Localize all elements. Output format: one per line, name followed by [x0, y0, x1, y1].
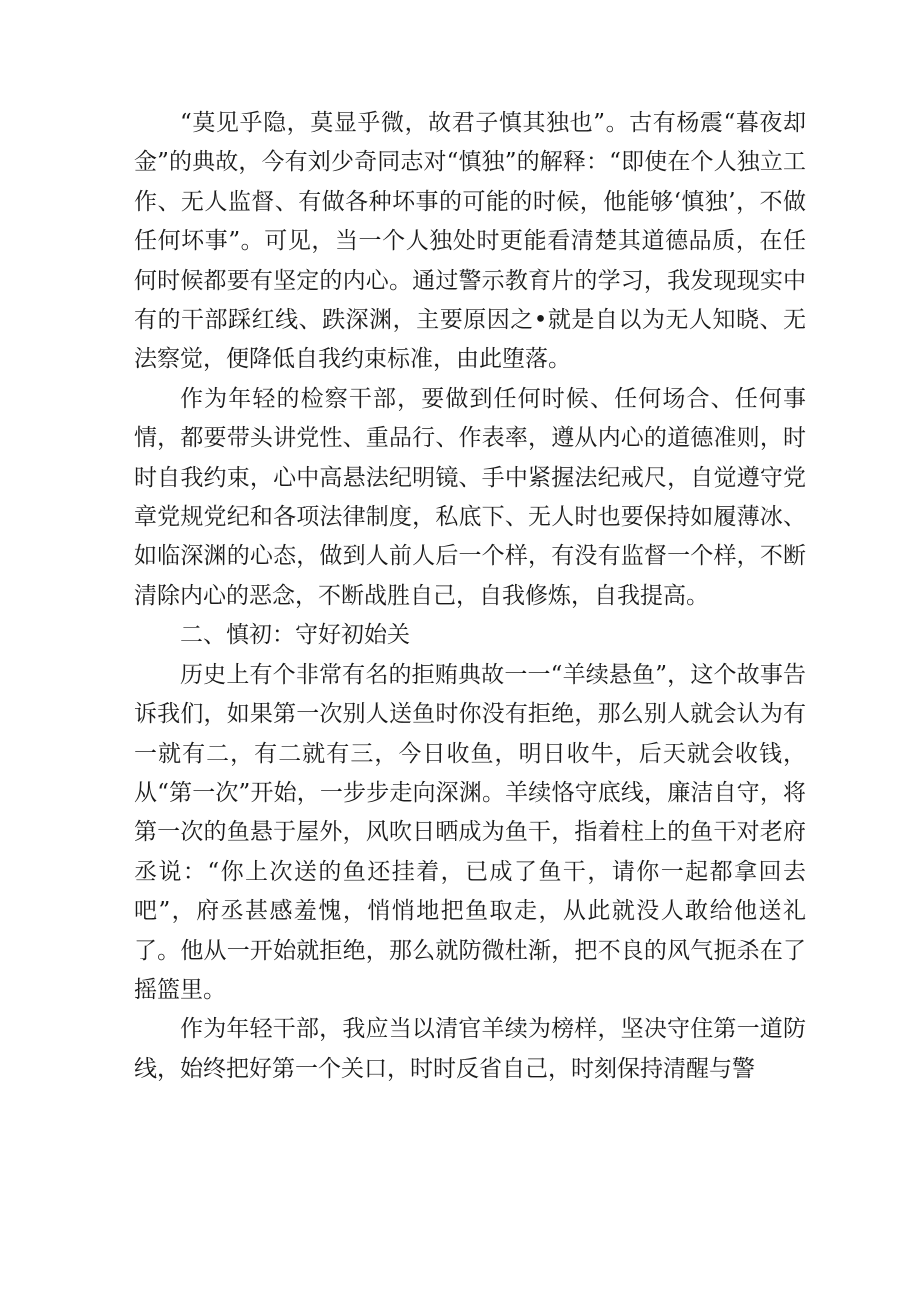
- paragraph-young-cadre: 作为年轻干部，我应当以清官羊续为榜样，坚决守住第一道防线，始终把好第一个关口，时时反省自己，时刻保持清醒与警: [134, 1016, 806, 1082]
- paragraph-yang-xu-fish: 历史上有个非常有名的拒贿典故一一“羊续悬鱼”，这个故事告诉我们，如果第一次别人送鱼时你没有拒绝，那么别人就会认为有一就有二，有二就有三，今日收鱼，明日收牛，后天就会收钱，从“第一次”开始，一步步走向深渊。羊续恪守底线，廉洁自守，将第一次的鱼悬于屋外，风吹日晒成为鱼干，指着柱上的鱼干对老府丞说：“你上次送的鱼还挂着，已成了鱼干，请你一起都拿回去吧”，府丞甚感羞愧，悄悄地把鱼取走，从此就没人敢给他送礼了。他从一开始就拒绝，那么就防微杜渐，把不良的风气扼杀在了摇篮里。: [134, 661, 806, 1003]
- section-heading-shenchu: 二、慎初：守好初始关: [180, 622, 410, 649]
- paragraph-shendu: “莫见乎隐，莫显乎微，故君子慎其独也”。古有杨震“暮夜却金”的典故，今有刘少奇同志对“慎独”的解释：“即使在个人独立工作、无人监督、有做各种坏事的可能的时候，他能够‘慎独’，不做任何坏事”。可见，当一个人独处时更能看清楚其道德品质，在任何时候都要有坚定的内心。通过警示教育片的学习，我发现现实中有的干部踩红线、跌深渊，主要原因之•就是自以为无人知晓、无法察觉，便降低自我约束标准，由此堕落。: [134, 110, 806, 373]
- document-body: [134, 104, 806, 1089]
- paragraph-young-procurator: 作为年轻的检察干部，要做到任何时候、任何场合、任何事情，都要带头讲党性、重品行、作表率，遵从内心的道德准则，时时自我约束，心中高悬法纪明镜、手中紧握法纪戒尺，自觉遵守党章党规党纪和各项法律制度，私底下、无人时也要保持如履薄冰、如临深渊的心态，做到人前人后一个样，有没有监督一个样，不断清除内心的恶念，不断战胜自己，自我修炼，自我提高。: [134, 385, 806, 609]
